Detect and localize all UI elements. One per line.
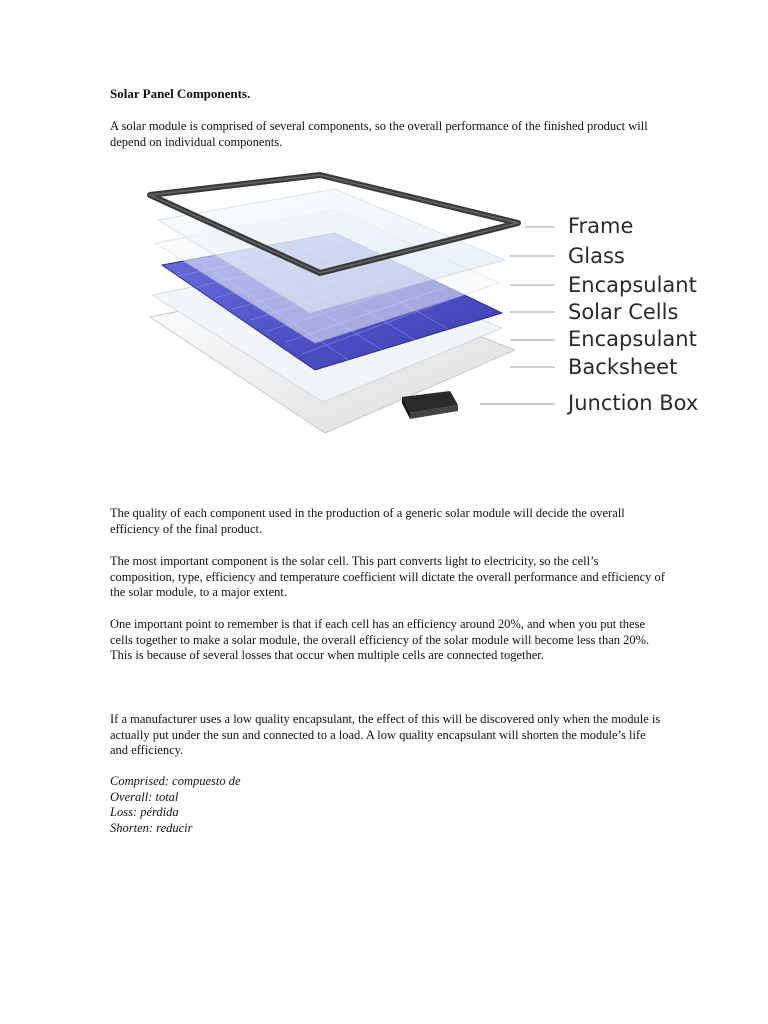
- label-frame: Frame: [568, 214, 634, 238]
- label-solar-cells: Solar Cells: [568, 300, 679, 324]
- component-labels: [568, 208, 728, 428]
- glossary-item: Overall: total: [110, 789, 179, 804]
- paragraph-quality: The quality of each component used in the production of a generic solar module will decide the overall efficiency of the final product.: [110, 506, 625, 536]
- label-backsheet: Backsheet: [568, 355, 678, 379]
- glossary-list: [110, 774, 241, 836]
- label-encapsulant-upper: Encapsulant: [568, 273, 697, 297]
- label-encapsulant-lower: Encapsulant: [568, 327, 697, 351]
- paragraph-efficiency: One important point to remember is that if each cell has an efficiency around 20%, and when you put these cells together to make a solar module, the overall efficiency of the solar module will become less than 20%. This is because of several losses that occur when multiple cells are connected together.: [110, 617, 650, 662]
- paragraph-solar-cell: The most important component is the solar cell. This part converts light to electricity, so the cell’s composition, type, efficiency and temperature coefficient will dictate the overall performance and efficiency of the solar module, to a major extent.: [110, 554, 665, 599]
- paragraph-encapsulant: If a manufacturer uses a low quality encapsulant, the effect of this will be discovered only when the module is actually put under the sun and connected to a load. A low quality encapsulant will shorten the module’s life and efficiency.: [110, 712, 661, 757]
- label-junction-box: Junction Box: [568, 391, 699, 415]
- glossary-item: Shorten: reducir: [110, 820, 193, 835]
- document-title: Solar Panel Components.: [110, 86, 251, 101]
- glossary-item: Loss: pérdida: [110, 805, 179, 819]
- paragraph-intro: A solar module is comprised of several components, so the overall performance of the finished product will depend on individual components.: [110, 119, 648, 149]
- label-glass: Glass: [568, 244, 625, 268]
- glossary-item: Comprised: compuesto de: [110, 774, 241, 788]
